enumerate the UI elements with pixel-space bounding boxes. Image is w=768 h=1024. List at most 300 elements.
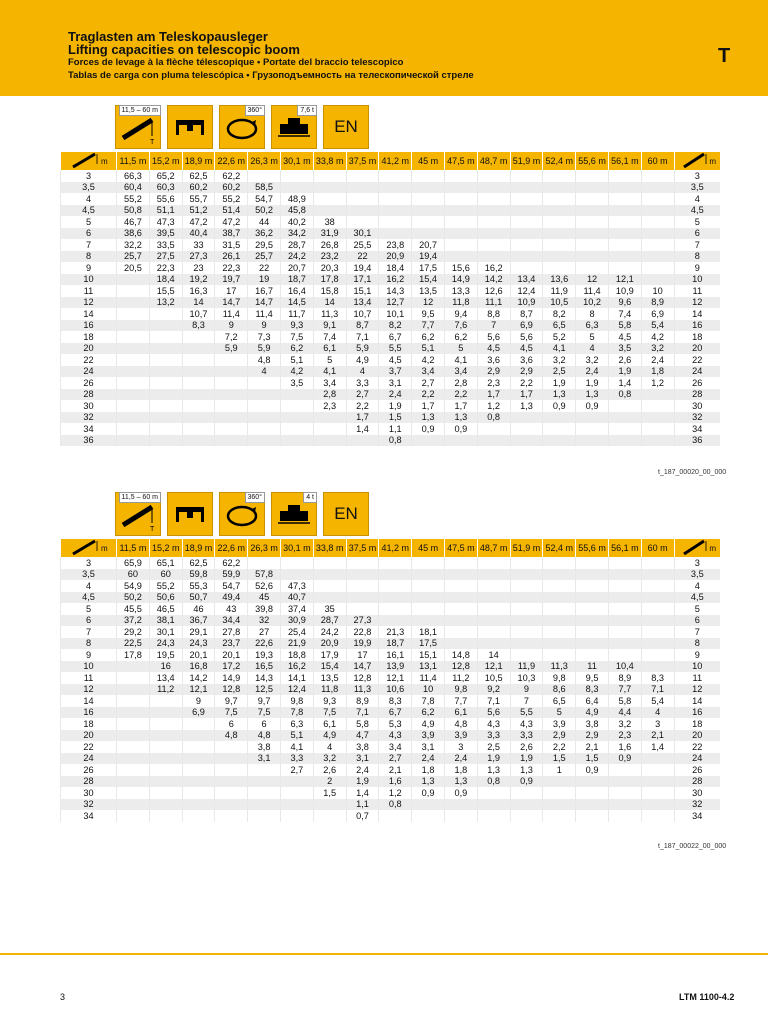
capacity-cell (510, 251, 543, 263)
table-row (61, 753, 721, 765)
capacity-cell: 31,5 (215, 239, 248, 251)
capacity-cell: 6,2 (412, 707, 445, 719)
radius-cell: 34 (61, 423, 117, 435)
capacity-cell (117, 695, 150, 707)
svg-text:T: T (150, 526, 155, 531)
capacity-cell: 4,4 (608, 707, 641, 719)
capacity-cell (510, 810, 543, 822)
meter-label: m (709, 544, 717, 553)
capacity-cell: 1,7 (444, 400, 477, 412)
capacity-cell: 1,6 (608, 741, 641, 753)
capacity-cell: 13,6 (543, 274, 576, 286)
capacity-cell: 21,9 (280, 638, 313, 650)
capacity-cell (313, 580, 346, 592)
capacity-cell (215, 764, 248, 776)
language-badge-2: EN (323, 492, 369, 536)
radius-cell: 26 (61, 377, 117, 389)
capacity-cell: 4,8 (444, 718, 477, 730)
capacity-cell (117, 672, 150, 684)
radius-cell: 30 (61, 787, 117, 799)
capacity-cell: 11,4 (412, 672, 445, 684)
capacity-cell: 12,8 (444, 661, 477, 673)
capacity-cell: 1,8 (444, 764, 477, 776)
meter-label: m (101, 544, 108, 553)
boom-length-header: 56,1 m (608, 152, 641, 170)
capacity-cell (477, 205, 510, 217)
capacity-cell: 9 (248, 320, 281, 332)
capacity-cell (248, 799, 281, 811)
capacity-cell: 15,1 (346, 285, 379, 297)
capacity-cell: 4,9 (576, 707, 609, 719)
radius-cell: 24 (61, 753, 117, 765)
capacity-cell: 0,8 (477, 412, 510, 424)
table-code-2: t_187_00022_00_000 (658, 843, 727, 850)
capacity-cell (444, 435, 477, 447)
boom-length-header: 18,9 m (182, 152, 215, 170)
boom-radius-icon (682, 152, 712, 168)
capacity-cell (313, 592, 346, 604)
capacity-cell: 14 (182, 297, 215, 309)
capacity-cell (117, 810, 150, 822)
radius-cell: 4,5 (61, 592, 117, 604)
capacity-cell: 43 (215, 603, 248, 615)
capacity-cell (379, 592, 412, 604)
capacity-cell (641, 389, 674, 401)
radius-cell: 32 (61, 799, 117, 811)
boom-length-header: 55,6 m (576, 539, 609, 557)
radius-cell: 3 (61, 557, 117, 569)
capacity-cell: 1,3 (510, 400, 543, 412)
capacity-cell (543, 569, 576, 581)
capacity-cell (576, 262, 609, 274)
capacity-cell (510, 603, 543, 615)
capacity-cell (576, 205, 609, 217)
capacity-cell (543, 580, 576, 592)
capacity-cell: 5 (444, 343, 477, 355)
capacity-cell: 10,6 (379, 684, 412, 696)
capacity-cell: 5,8 (608, 320, 641, 332)
capacity-cell (182, 776, 215, 788)
capacity-cell: 1,9 (477, 753, 510, 765)
capacity-cell: 5,6 (510, 331, 543, 343)
radius-cell-right: 10 (674, 661, 720, 673)
capacity-cell (444, 216, 477, 228)
capacity-cell (215, 741, 248, 753)
capacity-cell: 9,7 (248, 695, 281, 707)
capacity-cell: 7 (477, 320, 510, 332)
capacity-cell (117, 661, 150, 673)
boom-length-header: 45 m (412, 539, 445, 557)
capacity-cell: 60,2 (215, 182, 248, 194)
capacity-cell (543, 216, 576, 228)
capacity-cell: 19,2 (182, 274, 215, 286)
radius-cell-right: 20 (674, 730, 720, 742)
capacity-cell: 3,8 (248, 741, 281, 753)
capacity-cell (576, 170, 609, 182)
capacity-cell: 2,6 (510, 741, 543, 753)
capacity-cell (149, 320, 182, 332)
table-row (61, 787, 721, 799)
capacity-cell: 14 (477, 649, 510, 661)
capacity-cell: 11,4 (576, 285, 609, 297)
capacity-cell (576, 638, 609, 650)
slew-tag: 360° (245, 105, 265, 116)
capacity-cell: 17,2 (215, 661, 248, 673)
capacity-cell: 62,2 (215, 170, 248, 182)
capacity-cell: 29,1 (182, 626, 215, 638)
capacity-cell (477, 228, 510, 240)
capacity-cell: 19,7 (215, 274, 248, 286)
capacity-cell: 16,7 (248, 285, 281, 297)
capacity-cell: 14,2 (182, 672, 215, 684)
radius-cell-right: 34 (674, 423, 720, 435)
capacity-cell (510, 182, 543, 194)
boom-length-header: 52,4 m (543, 539, 576, 557)
radius-cell-right: 32 (674, 412, 720, 424)
capacity-cell (576, 799, 609, 811)
table-row (61, 435, 721, 447)
capacity-cell (149, 366, 182, 378)
capacity-cell: 65,9 (117, 557, 150, 569)
capacity-cell (641, 423, 674, 435)
capacity-cell: 3,8 (346, 741, 379, 753)
capacity-cell: 13,1 (412, 661, 445, 673)
capacity-cell: 55,7 (182, 193, 215, 205)
capacity-cell: 4,2 (412, 354, 445, 366)
capacity-cell (149, 718, 182, 730)
boom-length-header: 37,5 m (346, 539, 379, 557)
boom-length-header: 48,7 m (477, 539, 510, 557)
radius-cell: 14 (61, 308, 117, 320)
capacity-cell: 3,4 (379, 741, 412, 753)
capacity-cell (149, 787, 182, 799)
capacity-cell: 22,5 (117, 638, 150, 650)
capacity-cell (412, 435, 445, 447)
capacity-cell: 7,3 (248, 331, 281, 343)
capacity-cell: 3 (444, 741, 477, 753)
capacity-cell: 3,2 (608, 718, 641, 730)
radius-cell: 18 (61, 718, 117, 730)
capacity-cell: 47,3 (149, 216, 182, 228)
capacity-cell: 7,8 (280, 707, 313, 719)
capacity-cell: 4 (346, 366, 379, 378)
capacity-cell: 20,7 (280, 262, 313, 274)
capacity-cell (576, 216, 609, 228)
radius-cell-right: 7 (674, 239, 720, 251)
capacity-cell: 2,7 (346, 389, 379, 401)
capacity-cell: 2,2 (444, 389, 477, 401)
capacity-cell: 1,9 (346, 776, 379, 788)
capacity-cell (149, 741, 182, 753)
capacity-cell: 39,8 (248, 603, 281, 615)
capacity-cell (280, 435, 313, 447)
capacity-cell (543, 228, 576, 240)
capacity-cell: 16,8 (182, 661, 215, 673)
capacity-cell (182, 400, 215, 412)
table-row (61, 557, 721, 569)
capacity-cell: 5,6 (477, 707, 510, 719)
capacity-cell: 12,6 (477, 285, 510, 297)
capacity-cell: 11,4 (248, 308, 281, 320)
radius-cell-right: 11 (674, 285, 720, 297)
table-row (61, 776, 721, 788)
capacity-cell: 9,7 (215, 695, 248, 707)
capacity-cell: 2,8 (444, 377, 477, 389)
capacity-cell: 6,2 (412, 331, 445, 343)
capacity-cell: 6,1 (444, 707, 477, 719)
capacity-cell (608, 799, 641, 811)
capacity-cell (510, 580, 543, 592)
boom-range-tag-2: 11,5 – 60 m (119, 492, 161, 503)
capacity-cell (641, 569, 674, 581)
capacity-cell (641, 615, 674, 627)
capacity-cell (215, 412, 248, 424)
capacity-cell: 32,2 (117, 239, 150, 251)
capacity-cell (444, 626, 477, 638)
capacity-cell: 2,9 (510, 366, 543, 378)
radius-cell-right: 3 (674, 557, 720, 569)
page-number: 3 (60, 992, 66, 1002)
capacity-cell: 5,2 (543, 331, 576, 343)
table-row (61, 320, 721, 332)
capacity-cell (117, 753, 150, 765)
capacity-cell: 8,8 (477, 308, 510, 320)
capacity-cell: 18,8 (280, 649, 313, 661)
radius-cell-right: 11 (674, 672, 720, 684)
capacity-cell (641, 193, 674, 205)
capacity-cell: 1,2 (379, 787, 412, 799)
capacity-cell: 8 (576, 308, 609, 320)
capacity-cell: 6,3 (280, 718, 313, 730)
capacity-cell: 1,4 (608, 377, 641, 389)
capacity-cell (444, 228, 477, 240)
capacity-cell: 6,7 (379, 331, 412, 343)
capacity-cell: 59,8 (182, 569, 215, 581)
table-row (61, 216, 721, 228)
capacity-cell: 47,2 (182, 216, 215, 228)
capacity-cell: 12,8 (346, 672, 379, 684)
capacity-cell: 2,6 (313, 764, 346, 776)
capacity-cell (412, 810, 445, 822)
capacity-cell (280, 182, 313, 194)
capacity-cell: 5,8 (608, 695, 641, 707)
capacity-cell: 3,2 (641, 343, 674, 355)
capacity-cell: 18,4 (149, 274, 182, 286)
capacity-cell: 6 (248, 718, 281, 730)
capacity-cell (182, 412, 215, 424)
table-row (61, 205, 721, 217)
capacity-cell (608, 592, 641, 604)
radius-cell-right: 12 (674, 684, 720, 696)
capacity-cell: 2,3 (608, 730, 641, 742)
capacity-cell: 17,5 (412, 262, 445, 274)
capacity-cell: 8,3 (576, 684, 609, 696)
capacity-cell (248, 170, 281, 182)
capacity-cell: 1,2 (477, 400, 510, 412)
table-row (61, 672, 721, 684)
capacity-cell (379, 810, 412, 822)
capacity-cell (543, 810, 576, 822)
capacity-cell: 0,9 (412, 787, 445, 799)
radius-cell-right: 36 (674, 435, 720, 447)
capacity-cell: 3,3 (510, 730, 543, 742)
capacity-cell: 1,4 (346, 787, 379, 799)
capacity-cell: 50,2 (248, 205, 281, 217)
capacity-cell: 16,2 (379, 274, 412, 286)
capacity-cell: 2,4 (444, 753, 477, 765)
radius-cell-right: 12 (674, 297, 720, 309)
capacity-cell: 3,3 (280, 753, 313, 765)
capacity-cell (477, 615, 510, 627)
capacity-cell: 45,8 (280, 205, 313, 217)
capacity-cell: 60,4 (117, 182, 150, 194)
radius-cell-right: 24 (674, 366, 720, 378)
capacity-cell (510, 799, 543, 811)
capacity-cell (576, 603, 609, 615)
capacity-cell: 22,8 (346, 626, 379, 638)
radius-cell: 9 (61, 649, 117, 661)
capacity-cell: 3,5 (280, 377, 313, 389)
capacity-cell: 5,1 (412, 343, 445, 355)
capacity-cell (117, 799, 150, 811)
capacity-cell (117, 308, 150, 320)
table-row (61, 799, 721, 811)
capacity-cell (215, 389, 248, 401)
capacity-cell: 1,5 (576, 753, 609, 765)
capacity-cell: 16,5 (248, 661, 281, 673)
capacity-cell: 9,3 (313, 695, 346, 707)
capacity-cell (182, 423, 215, 435)
capacity-cell: 62,5 (182, 170, 215, 182)
capacity-cell: 20,7 (412, 239, 445, 251)
capacity-cell: 3,8 (576, 718, 609, 730)
capacity-cell (379, 216, 412, 228)
capacity-cell (641, 412, 674, 424)
slew-tag-2: 360° (245, 492, 265, 503)
radius-cell: 6 (61, 228, 117, 240)
capacity-cell: 5,4 (641, 320, 674, 332)
radius-cell: 20 (61, 730, 117, 742)
capacity-cell: 2,7 (379, 753, 412, 765)
title-de: Traglasten am Teleskopausleger (68, 29, 268, 44)
capacity-cell: 5,9 (248, 343, 281, 355)
radius-cell: 9 (61, 262, 117, 274)
capacity-cell: 6,9 (641, 308, 674, 320)
radius-cell: 8 (61, 638, 117, 650)
capacity-cell: 1,7 (346, 412, 379, 424)
capacity-cell: 35 (313, 603, 346, 615)
capacity-cell: 27,3 (182, 251, 215, 263)
capacity-cell: 6,4 (576, 695, 609, 707)
capacity-cell (444, 569, 477, 581)
capacity-cell (182, 741, 215, 753)
title-fr-it: Forces de levage à la flèche télescopique • Portate del braccio telescopico (68, 57, 404, 68)
boom-radius-icon (682, 539, 712, 555)
capacity-cell (412, 193, 445, 205)
table-header-row (61, 539, 721, 557)
capacity-cell: 7,7 (412, 320, 445, 332)
capacity-cell: 29,5 (248, 239, 281, 251)
capacity-cell: 11,8 (313, 684, 346, 696)
capacity-cell (641, 799, 674, 811)
boom-length-header: 15,2 m (149, 152, 182, 170)
capacity-cell: 24,2 (313, 626, 346, 638)
radius-cell-right: 34 (674, 810, 720, 822)
capacity-cell (182, 799, 215, 811)
capacity-cell: 5,1 (280, 730, 313, 742)
capacity-cell: 55,2 (149, 580, 182, 592)
capacity-cell (117, 412, 150, 424)
boom-length-header: 11,5 m (117, 539, 150, 557)
capacity-cell: 12,7 (379, 297, 412, 309)
capacity-cell (641, 435, 674, 447)
capacity-cell (248, 787, 281, 799)
capacity-cell: 51,2 (182, 205, 215, 217)
capacity-cell: 2,3 (313, 400, 346, 412)
capacity-cell: 20,1 (215, 649, 248, 661)
capacity-cell (149, 776, 182, 788)
capacity-cell: 4,2 (280, 366, 313, 378)
capacity-cell: 55,3 (182, 580, 215, 592)
capacity-cell: 5 (313, 354, 346, 366)
capacity-cell (346, 580, 379, 592)
capacity-cell: 3,5 (608, 343, 641, 355)
capacity-cell (477, 810, 510, 822)
radius-cell: 18 (61, 331, 117, 343)
capacity-cell (510, 423, 543, 435)
capacity-cell: 13,3 (444, 285, 477, 297)
capacity-cell: 11,2 (149, 684, 182, 696)
capacity-cell: 7,4 (313, 331, 346, 343)
capacity-cell: 11,9 (510, 661, 543, 673)
radius-cell-right: 10 (674, 274, 720, 286)
capacity-cell: 45,5 (117, 603, 150, 615)
capacity-cell: 4,1 (280, 741, 313, 753)
capacity-cell (412, 615, 445, 627)
capacity-cell: 3,6 (477, 354, 510, 366)
capacity-cell: 9,1 (313, 320, 346, 332)
capacity-cell: 2,7 (412, 377, 445, 389)
capacity-cell: 8,3 (641, 672, 674, 684)
boom-length-header: 30,1 m (280, 539, 313, 557)
capacity-cell: 18,4 (379, 262, 412, 274)
capacity-cell (543, 205, 576, 217)
capacity-cell (477, 569, 510, 581)
radius-cell-right: 9 (674, 649, 720, 661)
boom-length-header: 41,2 m (379, 152, 412, 170)
capacity-cell (641, 400, 674, 412)
capacity-cell (182, 389, 215, 401)
capacity-cell (248, 400, 281, 412)
capacity-cell (215, 753, 248, 765)
capacity-cell (641, 170, 674, 182)
capacity-cell (248, 764, 281, 776)
capacity-cell: 28,7 (280, 239, 313, 251)
capacity-cell: 6,2 (444, 331, 477, 343)
capacity-cell: 11,7 (280, 308, 313, 320)
capacity-cell: 6,5 (543, 320, 576, 332)
capacity-cell (346, 435, 379, 447)
capacity-cell (182, 354, 215, 366)
capacity-cell: 1,9 (608, 366, 641, 378)
header-titles (68, 30, 474, 82)
capacity-cell (477, 193, 510, 205)
capacity-cell (215, 377, 248, 389)
capacity-cell: 23 (182, 262, 215, 274)
capacity-cell: 11,3 (313, 308, 346, 320)
capacity-cell: 31,9 (313, 228, 346, 240)
capacity-cell (182, 730, 215, 742)
